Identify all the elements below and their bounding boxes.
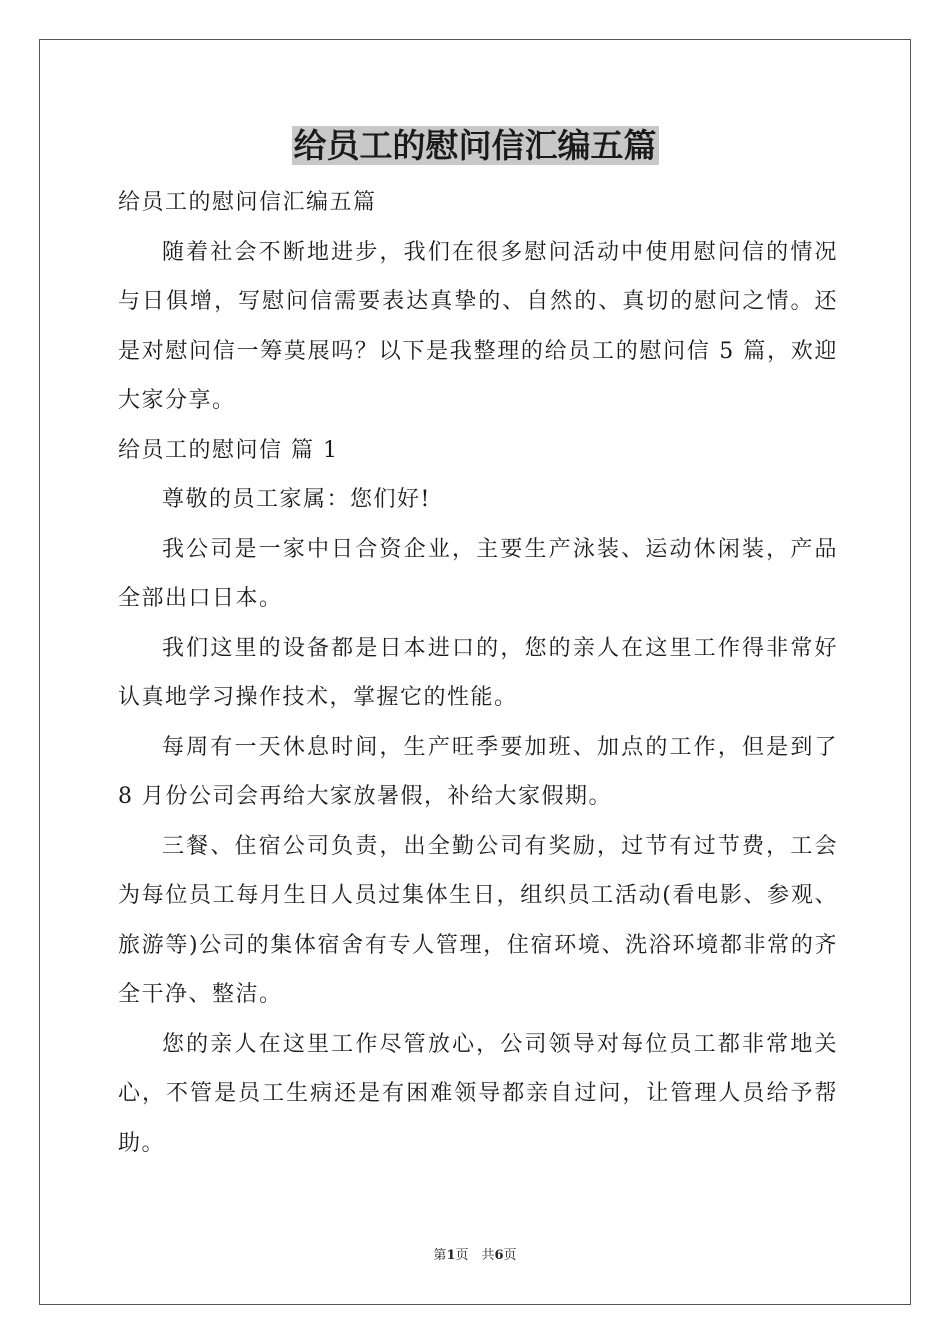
paragraph: 我公司是一家中日合资企业，主要生产泳装、运动休闲装，产品全部出口日本。	[118, 536, 838, 611]
document-title-text: 给员工的慰问信汇编五篇	[293, 126, 657, 165]
paragraph: 每周有一天休息时间，生产旺季要加班、加点的工作，但是到了 8 月份公司会再给大家放暑假，补给大家假期。	[118, 734, 838, 809]
section-heading: 给员工的慰问信 篇 1	[118, 437, 339, 463]
page-footer	[0, 1246, 950, 1266]
footer-suffix: 页	[503, 1248, 517, 1263]
footer-middle: 页 共	[455, 1248, 495, 1263]
paragraph: 尊敬的员工家属：您们好!	[162, 487, 431, 512]
paragraph: 您的亲人在这里工作尽管放心，公司领导对每位员工都非常地关心，不管是员工生病还是有困难领导都亲自过问，让管理人员给予帮助。	[118, 1031, 838, 1156]
footer-total-pages: 6	[494, 1248, 504, 1263]
document-body	[118, 178, 838, 1168]
paragraph: 我们这里的设备都是日本进口的，您的亲人在这里工作得非常好认真地学习操作技术，掌握它的性能。	[118, 635, 838, 710]
paragraph: 给员工的慰问信汇编五篇	[118, 190, 377, 215]
footer-prefix: 第	[433, 1248, 447, 1263]
paragraph: 三餐、住宿公司负责，出全勤公司有奖励，过节有过节费，工会为每位员工每月生日人员过集体生日，组织员工活动(看电影、参观、旅游等)公司的集体宿舍有专人管理，住宿环境、洗浴环境都非常的齐全干净、整洁。	[118, 833, 838, 1007]
footer-current-page: 1	[446, 1248, 456, 1263]
paragraph: 随着社会不断地进步，我们在很多慰问活动中使用慰问信的情况与日俱增，写慰问信需要表达真挚的、自然的、真切的慰问之情。还是对慰问信一筹莫展吗？以下是我整理的给员工的慰问信 5 篇，欢迎大家分享。	[118, 239, 838, 413]
document-title	[0, 124, 950, 168]
